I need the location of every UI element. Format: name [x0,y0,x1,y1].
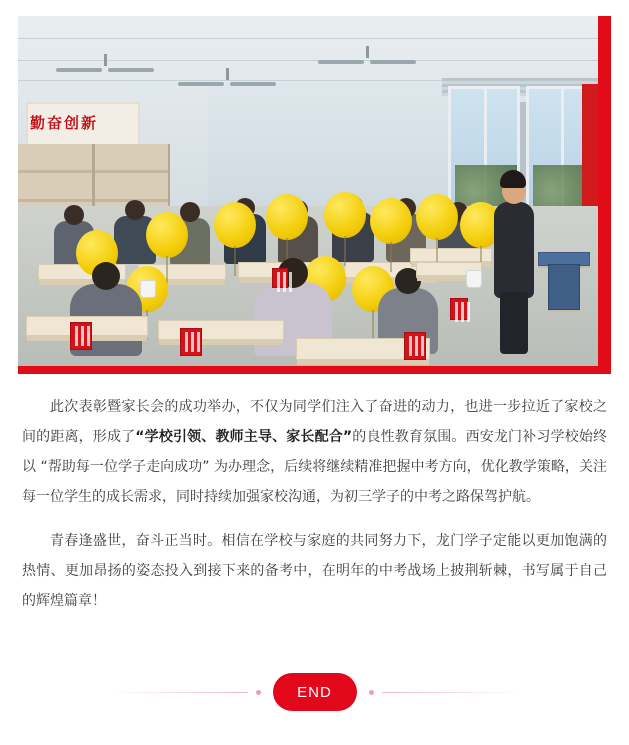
fan-blade [108,68,154,72]
paragraph-2 [22,526,607,616]
teacher-hair [500,170,526,188]
paragraph-1-highlight: “学校引领、教师主导、家长配合” [135,429,353,445]
name-card [272,268,288,288]
name-card [404,332,426,360]
chair-back [548,264,580,310]
balloon [370,198,412,244]
wall-slogan-text: 勤奋创新 [30,116,99,132]
fan-blade [178,82,224,86]
divider-line-right [382,692,520,693]
name-card [180,328,202,356]
classroom-photo [18,16,598,366]
attendee-head [92,262,120,290]
wall-back [208,82,458,210]
attendee-head [64,205,84,225]
cup [140,280,156,298]
paragraph-1 [22,392,607,512]
fan-rod [366,46,369,58]
ceiling-line [18,38,598,39]
end-badge: END [273,673,357,711]
teacher-body [494,202,534,298]
fan-rod [226,68,229,80]
desk [158,320,284,340]
fan-blade [56,68,102,72]
ceiling-fan [318,56,418,66]
balloon [214,202,256,248]
classroom-scene [18,16,598,366]
divider-line-left [110,692,248,693]
paragraph-1-lead: 此次表彰暨家长会的成功举办，不仅为同学们注入了奋进的动力，也进一步拉近了家校之间的距离，形成了 [22,399,607,445]
teacher-legs [500,292,528,354]
paragraph-1-tail: 的良性教育氛围。西安龙门补习学校始终以 “帮助每一位学子走向成功” 为办理念，后续将继续精准把握中考方向，优化教学策略，关注每一位学生的成长需求，同时持续加强家校沟通，为初三学子的中考之路保驾护航。 [22,429,608,505]
balloon [324,192,366,238]
photo-red-accent-bottom [18,366,611,374]
fan-blade [318,60,364,64]
name-card [70,322,92,350]
article-body [22,392,607,616]
name-card [450,298,468,320]
desk-front [159,339,283,345]
balloon [146,212,188,258]
ceiling-fan [56,64,156,74]
fan-rod [104,54,107,66]
article-page [0,16,629,745]
attendee-head [180,202,200,222]
balloon [416,194,458,240]
end-divider-row [0,673,629,711]
cup [466,270,482,288]
red-wall-banner [582,84,598,214]
fan-blade [230,82,276,86]
divider-dot-right [369,690,374,695]
fan-blade [370,60,416,64]
paragraph-2-lead: 青春逢盛世，奋斗正当时。相信在学校与家庭的共同努力下，龙门学子定能以更加饱满的热情、更加昂扬的姿态投入到接下来的备考中，在明年的中考战场上披荆斩棘，书写属于自己的辉煌篇章！ [22,533,607,609]
divider-dot-left [256,690,261,695]
balloon [266,194,308,240]
attendee-head [125,200,145,220]
photo-block [18,16,611,374]
ceiling-fan [178,78,278,88]
